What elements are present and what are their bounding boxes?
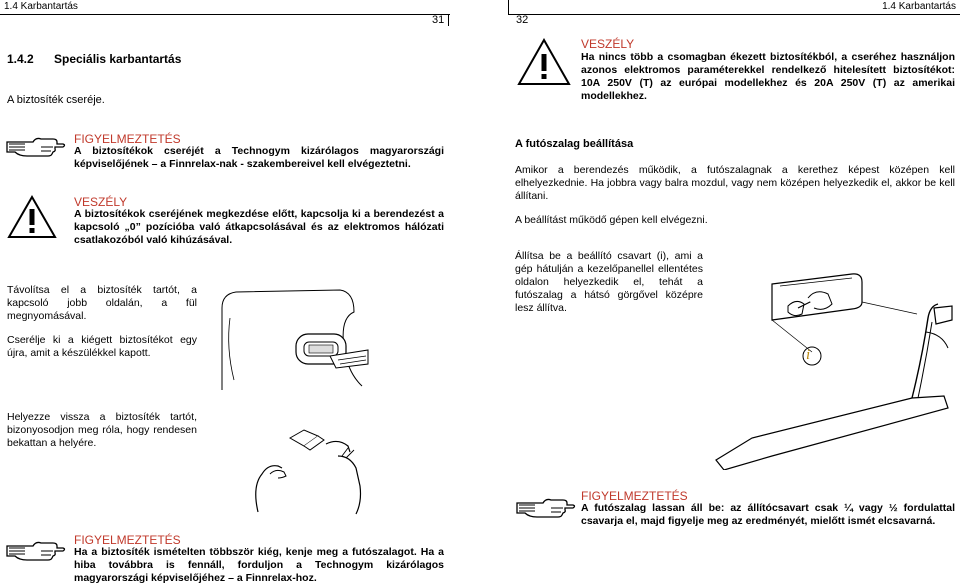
warning1-title: FIGYELMEZTETÉS	[74, 132, 181, 146]
adjust-screw-label: i	[806, 347, 811, 363]
right-page-number: 32	[516, 14, 529, 26]
left-page-number: 31	[432, 14, 445, 26]
warning1-text: A biztosítékok cseréjét a Technogym kizárólagos magyarországi képviselőjének – a Finnrelax-nak - szakembereivel kell elvégeztetni.	[74, 145, 444, 170]
right-header-rule	[508, 14, 960, 15]
warning3-title: FIGYELMEZTETÉS	[581, 489, 688, 503]
warning2-text: Ha a biztosíték ismételten többször kiég, kenje meg a futószalagot. Ha a hiba továbbra is fennáll, forduljon a Technogym kizárólagos magyarországi képviselőjéhez – a Finnrelax-hoz.	[74, 546, 444, 584]
warning2-title: FIGYELMEZTETÉS	[74, 533, 181, 547]
danger2-text: Ha nincs több a csomagban ékezett biztosítékból, a cseréhez használjon azonos elektromos paraméterekkel rendelkező hitelesített biztosítékot: 10A 250V (T) az európai modellekhez és 20A 250V (T) az amerikai modellekhez.	[581, 51, 955, 102]
warning-triangle-icon	[517, 38, 571, 86]
belt-paragraph-1: Amikor a berendezés működik, a futószalagnak a kerethez képest középen kell elhelyezkednie. Ha jobbra vagy balra mozdul, vagy nem középen helyezkedik el, akkor be kell állítani.	[515, 164, 955, 202]
step1-text: Távolítsa el a biztosíték tartót, a kapcsoló jobb oldalán, a fül megnyomásával.	[7, 284, 197, 322]
fuse-holder-illustration	[220, 288, 370, 393]
danger2-title: VESZÉLY	[581, 37, 635, 51]
left-running-header: 1.4 Karbantartás	[4, 1, 78, 12]
step2-text: Cserélje ki a kiégett biztosítékot egy újra, amit a készülékkel kapott.	[7, 334, 197, 359]
right-page-edge	[508, 0, 509, 14]
pointing-hand-icon	[5, 537, 67, 565]
left-header-rule	[0, 14, 450, 15]
danger1-text: A biztosítékok cseréjének megkezdése előtt, kapcsolja ki a berendezést a kapcsoló „0” pozícióba való átkapcsolásával és az elektromos hálózati csatlakozóból való kihúzásával.	[74, 208, 444, 246]
belt-paragraph-3: Állítsa be a beállító csavart (i), ami a gép hátulján a kezelőpanellel ellentétes oldalon helyezkedik el, tehát a futószalag a hátsó görgővel középre lesz állítva.	[515, 250, 703, 314]
fuse-replacement-illustration	[238, 416, 378, 516]
section-number: 1.4.2	[7, 52, 34, 66]
step3-text: Helyezze vissza a biztosíték tartót, bizonyosodjon meg róla, hogy rendesen bekattan a helyére.	[7, 411, 197, 449]
pointing-hand-icon	[515, 494, 577, 522]
fuse-subheading: A biztosíték cseréje.	[7, 94, 105, 106]
right-running-header: 1.4 Karbantartás	[882, 1, 956, 12]
treadmill-illustration	[712, 248, 958, 470]
belt-adjust-title: A futószalag beállítása	[515, 138, 634, 150]
warning3-text: A futószalag lassan áll be: az állítócsavart csak ¼ vagy ½ fordulattal csavarja el, majd figyelje meg az eredményét, mielőtt ismét elcsavarná.	[581, 502, 955, 527]
warning-triangle-icon	[7, 195, 57, 239]
danger1-title: VESZÉLY	[74, 195, 128, 209]
pointing-hand-icon	[5, 133, 67, 161]
belt-paragraph-2: A beállítást működő gépen kell elvégezni.	[515, 214, 708, 226]
page-number-tick	[448, 14, 449, 26]
section-title: Speciális karbantartás	[54, 52, 182, 66]
